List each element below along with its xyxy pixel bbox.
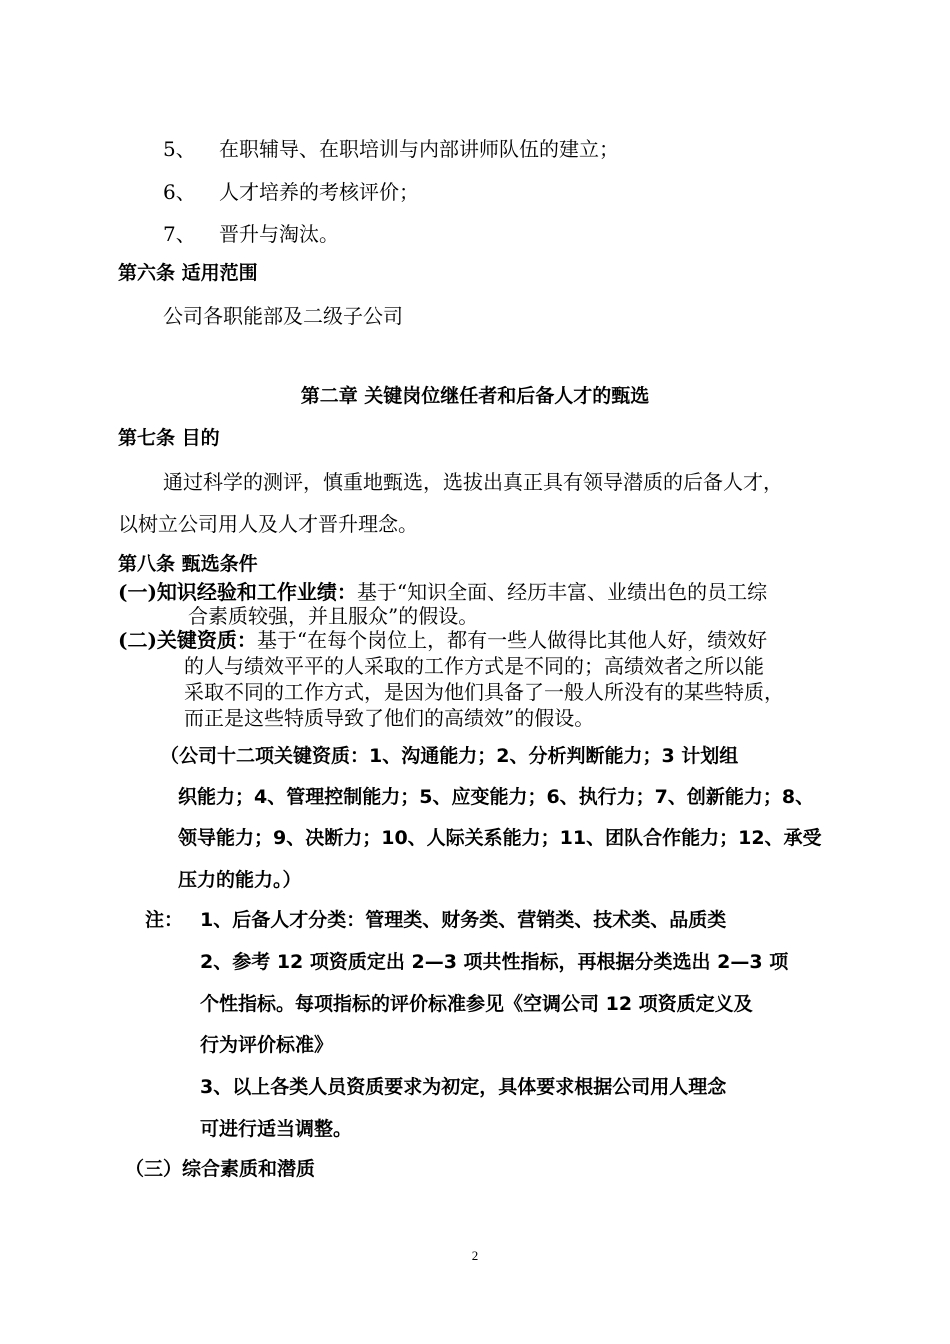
condition-2-text: 基于“在每个岗位上，都有一些人做得比其他人好，绩效好 (256, 628, 768, 652)
page-number: 2 (471, 1248, 479, 1263)
article-6-body: 公司各职能部及二级子公司 (163, 304, 403, 328)
condition-2-text-cont: 采取不同的工作方式，是因为他们具备了一般人所没有的某些特质， (184, 680, 784, 704)
condition-1-text: 基于“知识全面、经历丰富、业绩出色的员工综 (356, 580, 768, 604)
note-line: 可进行适当调整。 (200, 1118, 353, 1140)
list-item-text: 人才培养的考核评价； (219, 180, 419, 204)
condition-2-text-cont: 的人与绩效平平的人采取的工作方式是不同的；高绩效者之所以能 (184, 654, 764, 678)
list-item-number: 6、 (163, 180, 196, 204)
condition-2-label: (二)关键资质： (118, 628, 257, 652)
key-qualities-line: 织能力；4、管理控制能力；5、应变能力；6、执行力；7、创新能力；8、 (178, 786, 815, 808)
condition-1-label: (一)知识经验和工作业绩： (118, 580, 357, 604)
list-item-text: 在职辅导、在职培训与内部讲师队伍的建立； (219, 137, 619, 161)
condition-3-heading: （三）综合素质和潜质 (125, 1158, 316, 1180)
article-6-heading: 第六条 适用范围 (118, 262, 258, 284)
article-8-heading: 第八条 甄选条件 (118, 553, 258, 575)
key-qualities-line: 领导能力；9、决断力；10、人际关系能力；11、团队合作能力；12、承受 (178, 827, 822, 849)
condition-1-text-cont: 合素质较强，并且服众”的假设。 (188, 604, 479, 628)
key-qualities-line: 压力的能力。） (178, 869, 302, 891)
list-item-number: 7、 (163, 222, 196, 246)
key-qualities-line: （公司十二项关键资质：1、沟通能力；2、分析判断能力；3 计划组 (160, 745, 739, 767)
list-item-number: 5、 (163, 137, 196, 161)
note-line: 2、参考 12 项资质定出 2—3 项共性指标，再根据分类选出 2—3 项 (200, 951, 789, 973)
note-line: 1、后备人才分类：管理类、财务类、营销类、技术类、品质类 (200, 909, 727, 931)
note-line: 行为评价标准》 (200, 1034, 334, 1056)
condition-2-text-cont: 而正是这些特质导致了他们的高绩效”的假设。 (184, 706, 595, 730)
list-item-text: 晋升与淘汰。 (219, 222, 339, 246)
article-7-body-line: 通过科学的测评，慎重地甄选，选拔出真正具有领导潜质的后备人才， (163, 470, 783, 494)
article-7-heading: 第七条 目的 (118, 427, 220, 449)
note-line: 3、以上各类人员资质要求为初定，具体要求根据公司用人理念 (200, 1076, 727, 1098)
note-line: 个性指标。每项指标的评价标准参见《空调公司 12 项资质定义及 (200, 993, 753, 1015)
article-7-body-line: 以树立公司用人及人才晋升理念。 (118, 512, 418, 536)
chapter-title: 第二章 关键岗位继任者和后备人才的甄选 (300, 385, 650, 407)
note-label: 注： (145, 909, 184, 931)
